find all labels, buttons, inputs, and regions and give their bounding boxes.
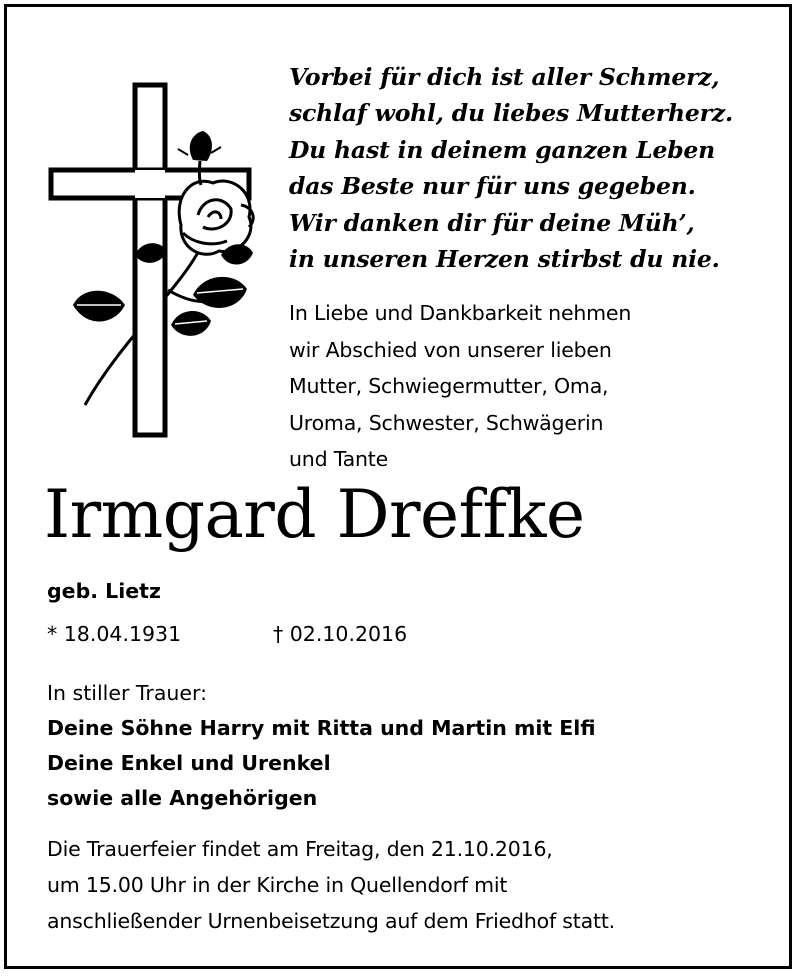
poem-line: Du hast in deinem ganzen Leben (289, 135, 716, 164)
intro-line: Uroma, Schwester, Schwägerin (289, 410, 604, 435)
obituary-notice (4, 4, 792, 969)
life-dates (47, 622, 408, 646)
service-line: um 15.00 Uhr in der Kirche in Quellendorf mit (47, 873, 508, 897)
poem-line: Vorbei für dich ist aller Schmerz, (289, 63, 720, 91)
mourner-line: Deine Enkel und Urenkel (47, 751, 331, 775)
mourner-line: sowie alle Angehörigen (47, 786, 318, 810)
intro-line: Mutter, Schwiegermutter, Oma, (289, 374, 609, 399)
intro-line: In Liebe und Dankbarkeit nehmen (289, 301, 632, 325)
farewell-intro (289, 295, 769, 478)
mourners-block (47, 676, 596, 816)
poem-line: schlaf wohl, du liebes Mutterherz. (289, 99, 733, 128)
service-line: Die Trauerfeier findet am Freitag, den 21.10.2016, (47, 837, 553, 861)
poem-line: Wir danken dir für deine Müh’, (289, 208, 695, 237)
mourner-line: Deine Söhne Harry mit Ritta und Martin mit Elfi (47, 716, 596, 740)
service-line: anschließender Urnenbeisetzung auf dem Friedhof statt. (47, 909, 615, 933)
poem-line: das Beste nur für uns gegeben. (289, 172, 696, 201)
poem-line: in unseren Herzen stirbst du nie. (289, 245, 720, 274)
death-date: † 02.10.2016 (273, 622, 408, 646)
deceased-name: Irmgard Dreffke (44, 476, 585, 553)
mourners-heading: In stiller Trauer: (47, 681, 207, 705)
memorial-poem (289, 59, 769, 277)
funeral-service-info (47, 831, 615, 939)
intro-line: wir Abschied von unserer lieben (289, 337, 612, 362)
intro-line: und Tante (289, 447, 389, 472)
birth-date: * 18.04.1931 (47, 622, 182, 646)
birth-name: geb. Lietz (47, 579, 161, 603)
cross-with-rose-icon (43, 75, 273, 445)
